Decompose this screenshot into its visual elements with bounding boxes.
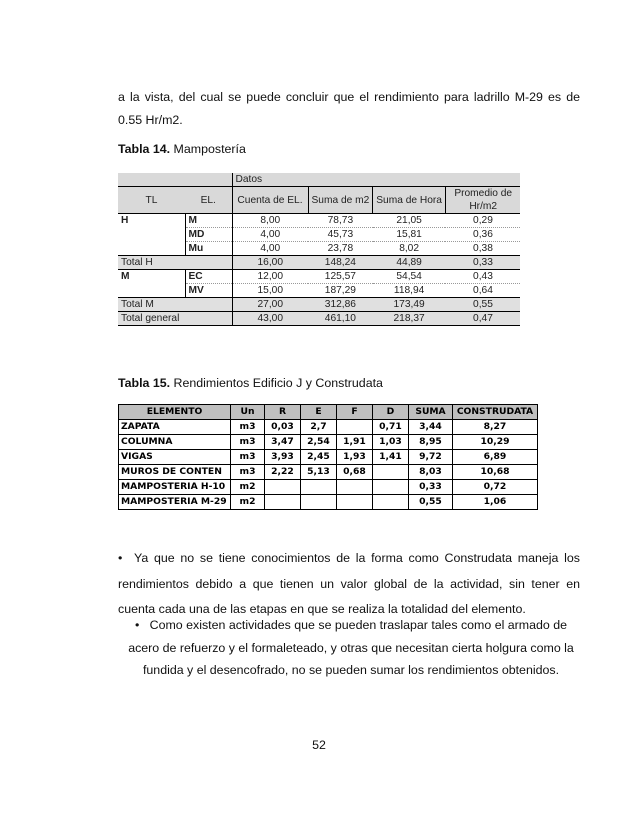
pivot-header-row: [118, 187, 520, 214]
pivot-cell-count: 15,00: [257, 285, 283, 296]
table15-cell-f: [337, 480, 373, 495]
table15-cell-f: 1,91: [337, 435, 373, 450]
table15-cell-d: 1,41: [373, 450, 409, 465]
bullet-item-2: [122, 614, 580, 682]
table15-cell-r: 3,47: [265, 435, 301, 450]
pivot-cell-tl: [118, 284, 185, 298]
table15-cell-elemento: MUROS DE CONTEN: [119, 465, 231, 480]
table15-cell-e: [301, 495, 337, 510]
pivot-cell-count: 43,00: [232, 312, 308, 326]
pivot-cell-el: M: [185, 214, 232, 228]
pivot-cell-count: 16,00: [232, 256, 308, 270]
pivot-total-row: [118, 298, 520, 312]
pivot-cell-m2: 312,86: [308, 298, 373, 312]
pivot-cell-avg: 0,47: [445, 312, 520, 326]
table15-cell-elemento: MAMPOSTERIA H-10: [119, 480, 231, 495]
pivot-cell-tl: Total general: [118, 312, 232, 326]
pivot-cell-tl: M: [118, 270, 185, 284]
pivot-corner: [118, 173, 232, 187]
table15-cell-un: m3: [231, 465, 265, 480]
table15-cell-e: 5,13: [301, 465, 337, 480]
table15-cell-f: [337, 420, 373, 435]
table15-cell-d: 0,71: [373, 420, 409, 435]
table15-cell-r: 2,22: [265, 465, 301, 480]
pivot-header-sum-hora: Suma de Hora: [373, 187, 446, 214]
table15-cell-d: [373, 495, 409, 510]
pivot-datos-label: Datos: [232, 173, 520, 187]
pivot-cell-hora: 118,94: [393, 285, 425, 296]
pivot-grand-total-row: [118, 312, 520, 326]
pivot-cell-avg: 0,38: [473, 243, 493, 254]
pivot-cell-count: 27,00: [232, 298, 308, 312]
table15-cell-elemento: ZAPATA: [119, 420, 231, 435]
pivot-header-avg: Promedio de Hr/m2: [445, 187, 520, 214]
pivot-cell-el: MV: [185, 284, 232, 298]
table15-cell-construdata: 10,29: [453, 435, 538, 450]
pivot-cell-tl: Total H: [118, 256, 232, 270]
pivot-cell-count: 4,00: [232, 228, 308, 242]
pivot-row: [118, 228, 520, 242]
pivot-row: [118, 284, 520, 298]
pivot-header-count: Cuenta de EL.: [232, 187, 308, 214]
pivot-cell-hora: 173,49: [373, 298, 446, 312]
table15-row: [119, 495, 538, 510]
table15-header-row: [119, 405, 538, 420]
table15-cell-un: m3: [231, 435, 265, 450]
table15-header-suma: SUMA: [409, 405, 453, 420]
table15-cell-r: [265, 495, 301, 510]
pivot-cell-el: MD: [185, 228, 232, 242]
pivot-cell-el: EC: [185, 270, 232, 284]
page-number: 52: [312, 738, 326, 752]
table14-caption-text: Mampostería: [170, 142, 246, 156]
table15-cell-construdata: 0,72: [453, 480, 538, 495]
pivot-cell-avg: 0,33: [445, 256, 520, 270]
pivot-cell-tl: Total M: [118, 298, 232, 312]
table15-cell-f: 0,68: [337, 465, 373, 480]
table15-cell-d: 1,03: [373, 435, 409, 450]
pivot-header-tl: TL: [118, 187, 185, 214]
pivot-cell-m2: 148,24: [308, 256, 373, 270]
table15-cell-f: 1,93: [337, 450, 373, 465]
pivot-cell-count: 4,00: [260, 243, 281, 254]
bullet-icon: •: [134, 618, 140, 632]
table15-header-e: E: [301, 405, 337, 420]
bullet-item-1: [118, 546, 580, 623]
table15-cell-f: [337, 495, 373, 510]
table15-cell-un: m2: [231, 480, 265, 495]
pivot-header-sum-m2: Suma de m2: [308, 187, 373, 214]
table14-caption-label: Tabla 14.: [118, 142, 171, 156]
table15-cell-e: 2,54: [301, 435, 337, 450]
pivot-cell-avg: 0,64: [473, 285, 493, 296]
bullet-text-2: Como existen actividades que se pueden traslapar tales como el armado de acero de refuerzo y el formaleteado, y otras que necesitan cierta holgura como la fundida y el desencofrado, no se pueden sumar los rendimientos obtenidos.: [128, 618, 574, 677]
bullet-text-1: Ya que no se tiene conocimientos de la forma como Construdata maneja los rendimientos debido a que tienen un valor global de la actividad, sin tener en cuenta cada una de las etapas en que se realiza la totalidad del elemento.: [118, 551, 580, 616]
table15-cell-construdata: 1,06: [453, 495, 538, 510]
pivot-cell-tl: H: [118, 214, 185, 228]
pivot-cell-avg: 0,43: [445, 270, 520, 284]
table15-caption-text: Rendimientos Edificio J y Construdata: [170, 376, 383, 390]
pivot-header-el: EL.: [185, 187, 232, 214]
table15-cell-elemento: MAMPOSTERIA M-29: [119, 495, 231, 510]
pivot-cell-m2: 45,73: [308, 228, 373, 242]
pivot-row: [118, 242, 520, 256]
table15-row: [119, 465, 538, 480]
table14-pivot: [118, 173, 520, 326]
pivot-cell-el: Mu: [185, 242, 232, 256]
table15-row: [119, 435, 538, 450]
table15-cell-elemento: VIGAS: [119, 450, 231, 465]
bullet-icon: •: [118, 551, 123, 565]
table15-header-f: F: [337, 405, 373, 420]
table15-row: [119, 420, 538, 435]
table15: [118, 404, 538, 510]
table15-cell-un: m3: [231, 450, 265, 465]
pivot-cell-m2: 125,57: [308, 270, 373, 284]
table15-caption: [118, 376, 383, 390]
table15-header-d: D: [373, 405, 409, 420]
pivot-cell-m2: 187,29: [324, 285, 356, 296]
pivot-cell-count: 12,00: [232, 270, 308, 284]
pivot-cell-tl: [118, 228, 185, 242]
table15-cell-e: 2,7: [301, 420, 337, 435]
pivot-cell-hora: 8,02: [399, 243, 420, 254]
table15-cell-suma: 0,33: [409, 480, 453, 495]
pivot-row: [118, 214, 520, 228]
intro-line-2: 0.55 Hr/m2.: [118, 113, 183, 127]
table15-cell-r: 0,03: [265, 420, 301, 435]
table15-cell-r: 3,93: [265, 450, 301, 465]
table15-cell-construdata: 6,89: [453, 450, 538, 465]
pivot-cell-hora: 44,89: [373, 256, 446, 270]
pivot-cell-m2: 23,78: [327, 243, 354, 254]
pivot-cell-hora: 218,37: [373, 312, 446, 326]
table15-cell-elemento: COLUMNA: [119, 435, 231, 450]
pivot-cell-m2: 78,73: [308, 214, 373, 228]
pivot-cell-hora: 21,05: [373, 214, 446, 228]
table15-cell-construdata: 8,27: [453, 420, 538, 435]
pivot-cell-avg: 0,36: [445, 228, 520, 242]
pivot-cell-hora: 54,54: [373, 270, 446, 284]
table15-cell-un: m2: [231, 495, 265, 510]
table15-row: [119, 480, 538, 495]
table15-caption-label: Tabla 15.: [118, 376, 171, 390]
pivot-cell-count: 8,00: [232, 214, 308, 228]
table15-header-r: R: [265, 405, 301, 420]
table15-cell-d: [373, 465, 409, 480]
table15-cell-un: m3: [231, 420, 265, 435]
table15-cell-suma: 9,72: [409, 450, 453, 465]
table15-cell-suma: 0,55: [409, 495, 453, 510]
table15-cell-d: [373, 480, 409, 495]
table15-cell-construdata: 10,68: [453, 465, 538, 480]
table15-cell-suma: 3,44: [409, 420, 453, 435]
pivot-cell-avg: 0,29: [445, 214, 520, 228]
pivot-cell-hora: 15,81: [373, 228, 446, 242]
table15-cell-e: [301, 480, 337, 495]
table15-header-construdata: CONSTRUDATA: [453, 405, 538, 420]
table15-cell-suma: 8,03: [409, 465, 453, 480]
table15-header-un: Un: [231, 405, 265, 420]
pivot-cell-tl: [118, 242, 185, 256]
pivot-row: [118, 270, 520, 284]
pivot-cell-m2: 461,10: [308, 312, 373, 326]
table15-cell-r: [265, 480, 301, 495]
table15-cell-e: 2,45: [301, 450, 337, 465]
intro-line-1: a la vista, del cual se puede concluir que el rendimiento para ladrillo M-29 es de: [118, 90, 580, 104]
table15-cell-suma: 8,95: [409, 435, 453, 450]
table14-caption: [118, 142, 246, 156]
pivot-cell-avg: 0,55: [445, 298, 520, 312]
pivot-total-row: [118, 256, 520, 270]
table15-header-elemento: ELEMENTO: [119, 405, 231, 420]
table15-row: [119, 450, 538, 465]
